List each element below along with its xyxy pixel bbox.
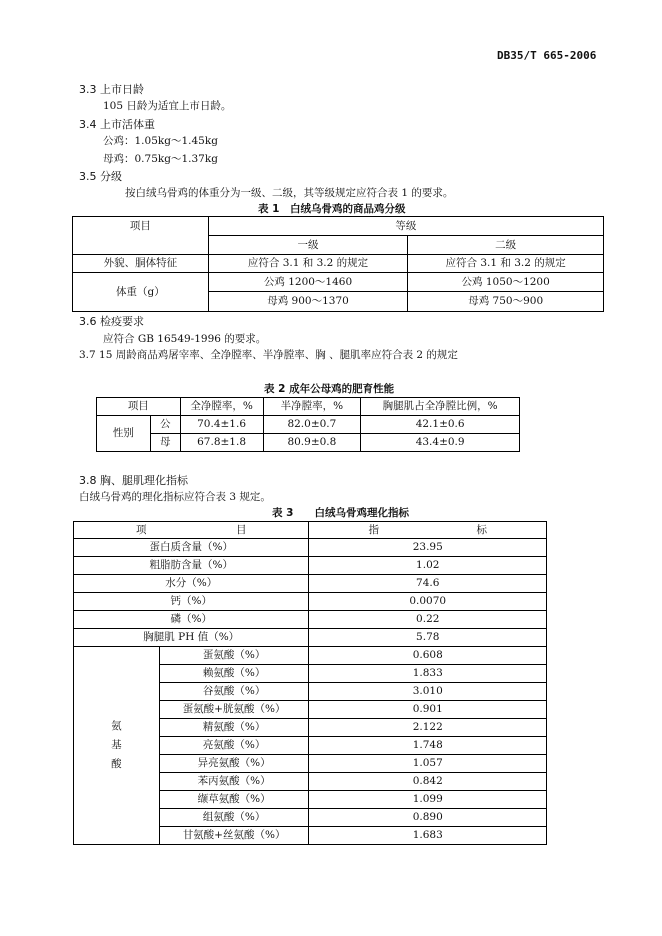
table-cell: 粗脂肪含量（%） [74, 557, 309, 575]
table-row [97, 416, 520, 434]
table-row [73, 273, 604, 292]
table-header-cell: 全净膛率，% [180, 398, 263, 416]
table-cell: 异亮氨酸（%） [159, 755, 309, 773]
table-cell: 74.6 [309, 575, 547, 593]
table3-header-index-a: 指 [368, 523, 379, 536]
table-cell: 82.0±0.7 [263, 416, 361, 434]
table-cell: 0.608 [309, 647, 547, 665]
section-3-8-text: 白绒乌骨鸡的理化指标应符合表 3 规定。 [79, 491, 271, 503]
female-weight-text: 母鸡：0.75kg～1.37kg [103, 153, 218, 165]
table-cell: 1.748 [309, 737, 547, 755]
table-cell: 外貌、胴体特征 [73, 255, 209, 273]
table3-header-item [74, 522, 309, 539]
table-cell: 42.1±0.6 [361, 416, 520, 434]
table-cell: 67.8±1.8 [180, 434, 263, 452]
amino-label-char: 基 [111, 739, 122, 751]
section-3-5-text: 按白绒乌骨鸡的体重分为一级、二级，其等级规定应符合表 1 的要求。 [125, 187, 454, 199]
table-cell: 公 [150, 416, 180, 434]
table-cell: 1.833 [309, 665, 547, 683]
table1-header-grade: 等级 [208, 217, 603, 236]
table3-caption: 表 3 白绒乌骨鸡理化指标 [272, 507, 409, 519]
table-cell: 2.122 [309, 719, 547, 737]
section-3-6-text: 应符合 GB 16549-1996 的要求。 [103, 333, 267, 345]
table1-header-grade2: 二级 [408, 236, 604, 255]
section-3-6-title: 3.6 检疫要求 [79, 315, 144, 328]
table-cell: 母鸡 750～900 [408, 292, 604, 312]
section-3-3-title: 3.3 上市日龄 [79, 83, 144, 96]
table-cell: 组氨酸（%） [159, 809, 309, 827]
table3-physicochemical [73, 521, 547, 845]
table-cell: 公鸡 1200～1460 [208, 273, 408, 292]
table-cell: 80.9±0.8 [263, 434, 361, 452]
amino-acid-label [74, 647, 160, 845]
table-header-cell: 项目 [97, 398, 181, 416]
table-cell: 蛋白质含量（%） [74, 539, 309, 557]
table2-caption: 表 2 成年公母鸡的肥育性能 [264, 383, 395, 395]
table-cell: 5.78 [309, 629, 547, 647]
table-cell: 应符合 3.1 和 3.2 的规定 [208, 255, 408, 273]
table-cell: 母 [150, 434, 180, 452]
table-cell: 钙（%） [74, 593, 309, 611]
table-cell: 苯丙氨酸（%） [159, 773, 309, 791]
table-row [74, 593, 547, 611]
section-3-5-title: 3.5 分级 [79, 170, 122, 183]
section-3-7-text: 3.7 15 周龄商品鸡屠宰率、全净膛率、半净膛率、胸 、腿肌率应符合表 2 的规定 [79, 349, 458, 361]
table1-header-item: 项目 [73, 217, 209, 255]
table-cell: 1.683 [309, 827, 547, 845]
table-cell: 胸腿肌 PH 值（%） [74, 629, 309, 647]
table-cell: 1.099 [309, 791, 547, 809]
table3-header-index-b: 标 [476, 523, 487, 536]
table-cell: 1.057 [309, 755, 547, 773]
table3-header-item-a: 项 [135, 523, 147, 536]
table-cell: 0.22 [309, 611, 547, 629]
table-cell: 母鸡 900～1370 [208, 292, 408, 312]
table-cell: 0.890 [309, 809, 547, 827]
table-cell: 应符合 3.1 和 3.2 的规定 [408, 255, 604, 273]
table-cell: 0.901 [309, 701, 547, 719]
amino-label-char: 酸 [111, 758, 122, 770]
table-row [73, 255, 604, 273]
table-cell: 1.02 [309, 557, 547, 575]
table-row [74, 611, 547, 629]
table-cell: 赖氨酸（%） [159, 665, 309, 683]
document-id: DB35/T 665-2006 [497, 49, 597, 62]
section-3-8-title: 3.8 胸、腿肌理化指标 [79, 474, 188, 487]
table1-caption: 表 1 白绒乌骨鸡的商品鸡分级 [258, 203, 406, 215]
table-row [97, 434, 520, 452]
table-cell: 公鸡 1050～1200 [408, 273, 604, 292]
amino-label-char: 氨 [111, 720, 122, 732]
table-cell: 蛋氨酸（%） [159, 647, 309, 665]
table-row [74, 575, 547, 593]
table-cell: 蛋氨酸+胱氨酸（%） [159, 701, 309, 719]
table2-fattening [96, 397, 520, 452]
table-cell: 性别 [97, 416, 151, 452]
table-header-cell: 半净膛率，% [263, 398, 361, 416]
table-row [74, 647, 547, 665]
table-cell: 3.010 [309, 683, 547, 701]
table3-header-index [309, 522, 547, 539]
table1-grading [72, 216, 604, 312]
table-cell: 精氨酸（%） [159, 719, 309, 737]
table-row [74, 629, 547, 647]
table-row [74, 557, 547, 575]
section-3-4-title: 3.4 上市活体重 [79, 118, 155, 131]
table-cell: 磷（%） [74, 611, 309, 629]
table-cell: 甘氨酸+丝氨酸（%） [159, 827, 309, 845]
table-cell: 0.0070 [309, 593, 547, 611]
table-cell: 0.842 [309, 773, 547, 791]
table3-header-item-b: 目 [235, 523, 247, 536]
table-cell: 缬草氨酸（%） [159, 791, 309, 809]
table-row [74, 539, 547, 557]
table-cell: 43.4±0.9 [361, 434, 520, 452]
table1-header-grade1: 一级 [208, 236, 408, 255]
section-3-3-text: 105 日龄为适宜上市日龄。 [103, 100, 232, 112]
table-cell: 水分（%） [74, 575, 309, 593]
table-cell: 70.4±1.6 [180, 416, 263, 434]
table-cell: 23.95 [309, 539, 547, 557]
table-header-cell: 胸腿肌占全净膛比例，% [361, 398, 520, 416]
table-cell: 谷氨酸（%） [159, 683, 309, 701]
male-weight-text: 公鸡：1.05kg～1.45kg [103, 135, 218, 147]
table-cell: 体重（g） [73, 273, 209, 312]
table-cell: 亮氨酸（%） [159, 737, 309, 755]
